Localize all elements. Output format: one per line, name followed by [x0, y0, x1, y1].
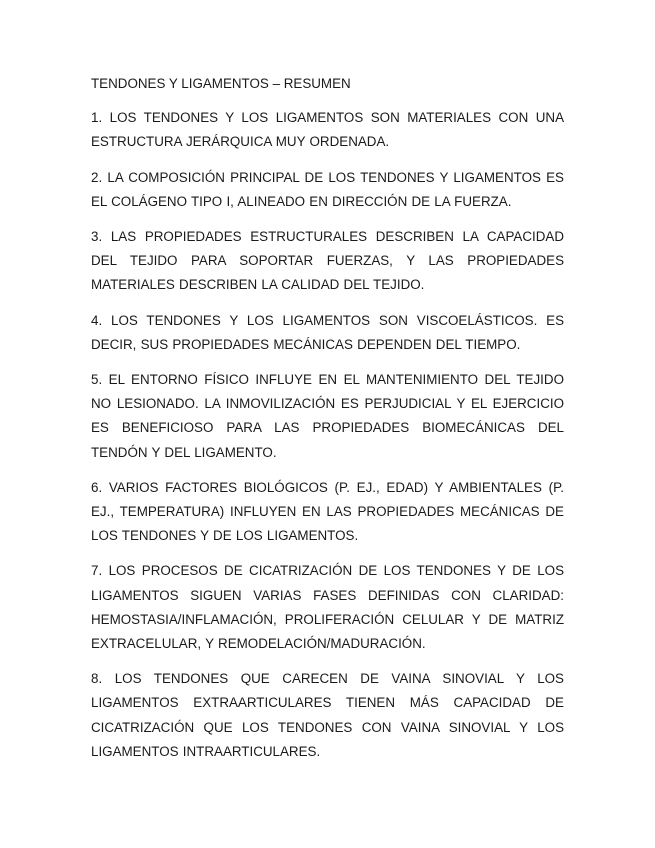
summary-point-3: 3. LAS PROPIEDADES ESTRUCTURALES DESCRIBEN LA CAPACIDAD DEL TEJIDO PARA SOPORTAR FUERZAS, Y LAS PROPIEDADES MATERIALES DESCRIBEN LA CALIDAD DEL TEJIDO. — [91, 229, 564, 293]
summary-point-2: 2. LA COMPOSICIÓN PRINCIPAL DE LOS TENDONES Y LIGAMENTOS ES EL COLÁGENO TIPO I, ALINEADO EN DIRECCIÓN DE LA FUERZA. — [91, 169, 564, 209]
summary-point-5: 5. EL ENTORNO FÍSICO INFLUYE EN EL MANTENIMIENTO DEL TEJIDO NO LESIONADO. LA INMOVILIZACIÓN ES PERJUDICIAL Y EL EJERCICIO ES BENEFICIOSO PARA LAS PROPIEDADES BIOMECÁNICAS DEL TENDÓN Y DEL LIGAMENTO. — [91, 372, 564, 460]
summary-point-8: 8. LOS TENDONES QUE CARECEN DE VAINA SINOVIAL Y LOS LIGAMENTOS EXTRAARTICULARES TIENEN MÁS CAPACIDAD DE CICATRIZACIÓN QUE LOS TENDONES CON VAINA SINOVIAL Y LOS LIGAMENTOS INTRAARTICULARES. — [91, 671, 564, 759]
document-title: TENDONES Y LIGAMENTOS – RESUMEN — [91, 76, 351, 91]
document-content — [91, 72, 564, 775]
summary-point-6: 6. VARIOS FACTORES BIOLÓGICOS (P. EJ., EDAD) Y AMBIENTALES (P. EJ., TEMPERATURA) INFLUYEN EN LAS PROPIEDADES MECÁNICAS DE LOS TENDONES Y DE LOS LIGAMENTOS. — [91, 479, 564, 544]
summary-point-1: 1. LOS TENDONES Y LOS LIGAMENTOS SON MATERIALES CON UNA ESTRUCTURA JERÁRQUICA MUY ORDENADA. — [91, 110, 564, 150]
summary-point-4: 4. LOS TENDONES Y LOS LIGAMENTOS SON VISCOELÁSTICOS. ES DECIR, SUS PROPIEDADES MECÁNICAS DEPENDEN DEL TIEMPO. — [91, 312, 564, 352]
summary-point-7: 7. LOS PROCESOS DE CICATRIZACIÓN DE LOS TENDONES Y DE LOS LIGAMENTOS SIGUEN VARIAS FASES DEFINIDAS CON CLARIDAD: HEMOSTASIA/INFLAMACIÓN, PROLIFERACIÓN CELULAR Y DE MATRIZ EXTRACELULAR, Y REMODELACIÓN/MADURACIÓN. — [91, 563, 564, 652]
